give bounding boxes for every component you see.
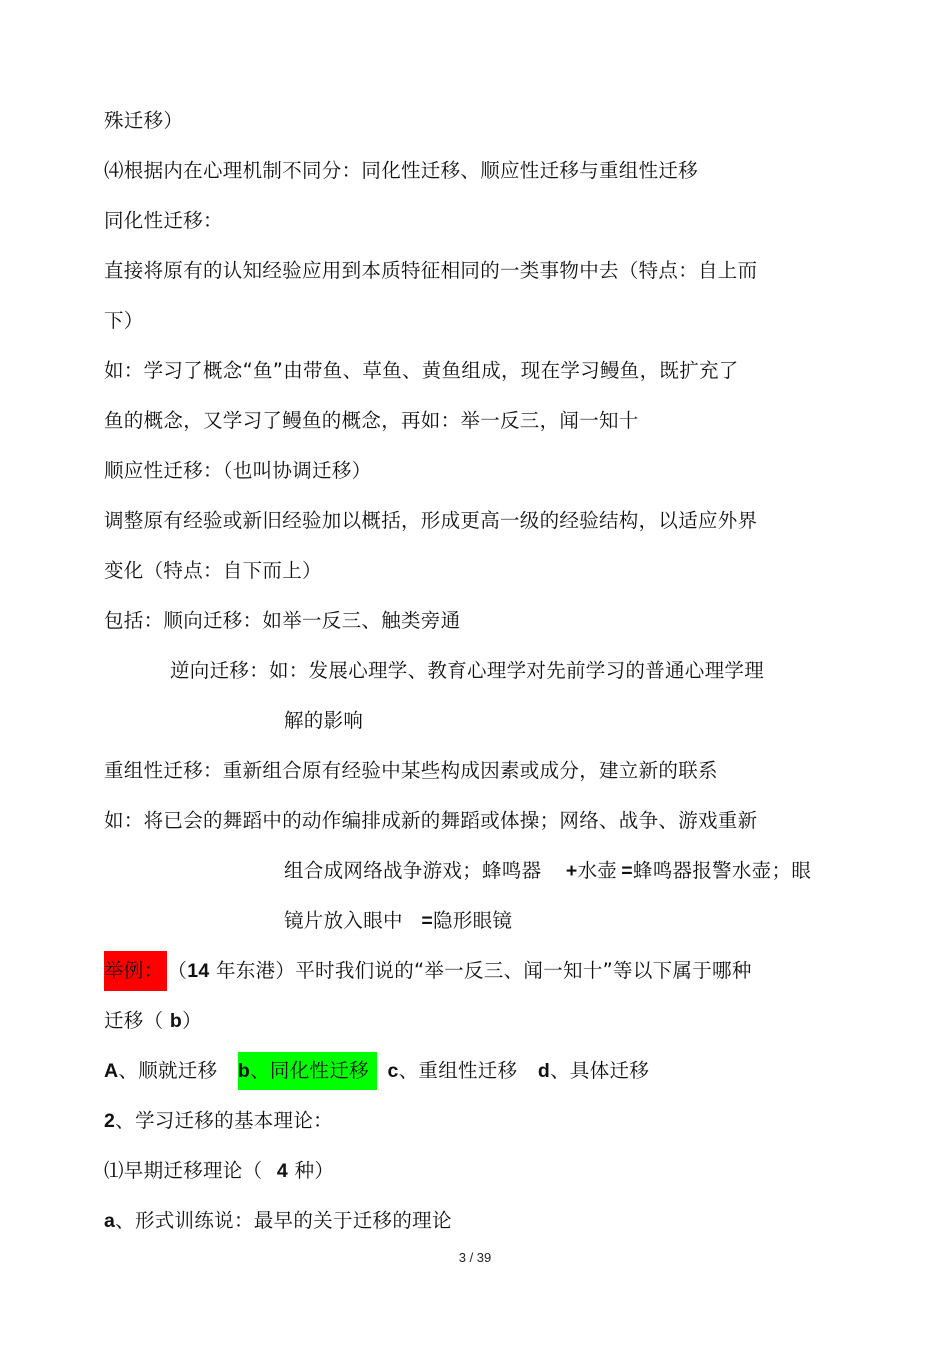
text-segment: 水壶 [577, 859, 618, 882]
exam-year: 14 [187, 960, 210, 982]
section-title: 、学习迁移的基本理论： [115, 1109, 333, 1132]
option-d [538, 1059, 649, 1082]
heading-mechanism-classification: ⑷根据内在心理机制不同分：同化性迁移、顺应性迁移与重组性迁移 [104, 159, 699, 182]
option-text: 、重组性迁移 [398, 1059, 518, 1082]
text-line: 包括：顺向迁移：如举一反三、触类旁通 [104, 609, 461, 632]
text-segment: ⑴早期迁移理论（ [104, 1159, 263, 1182]
option-letter: A [104, 1060, 119, 1082]
answer-letter: b [169, 1010, 183, 1032]
item-letter: a [104, 1210, 116, 1232]
section-number: 2 [104, 1110, 116, 1132]
term-restructuring-transfer: 重组性迁移：重新组合原有经验中某些构成因素或成分，建立新的联系 [104, 759, 718, 782]
option-letter: b [237, 1060, 251, 1082]
text-line: 逆向迁移：如：发展心理学、教育心理学对先前学习的普通心理学理 [170, 659, 765, 682]
text-line: 鱼的概念，又学习了鳗鱼的概念，再如：举一反三，闻一知十 [104, 409, 639, 432]
theory-count: 4 [276, 1160, 289, 1182]
text-line [284, 858, 811, 884]
text-line: 如：学习了概念“鱼”由带鱼、草鱼、黄鱼组成，现在学习鳗鱼，既扩充了 [104, 359, 739, 382]
example-question [104, 958, 752, 991]
example-label-highlight: 举例： [104, 951, 167, 991]
text-segment: 隐形眼镜 [433, 909, 513, 932]
text-line: 下） [104, 309, 144, 332]
theory-item-formal-discipline [104, 1208, 452, 1234]
text-line: 直接将原有的认知经验应用到本质特征相同的一类事物中去（特点：自上而 [104, 259, 758, 282]
text-segment: 镜片放入眼中 [284, 909, 403, 932]
option-letter: d [537, 1060, 551, 1082]
text-segment: 年东港）平时我们说的“举一反三、闻一知十”等以下属于哪种 [216, 959, 752, 982]
subheading-early-theories [104, 1158, 334, 1184]
option-text: 、顺就迁移 [118, 1059, 218, 1082]
option-c [387, 1059, 517, 1082]
answer-options [104, 1058, 649, 1090]
text-line: 变化（特点：自下而上） [104, 559, 322, 582]
text-segment: 组合成网络战争游戏；蜂鸣器 [284, 859, 542, 882]
text-line: 解的影响 [284, 709, 364, 732]
text-segment: 蜂鸣器报警水壶；眼 [632, 859, 812, 882]
option-b-correct-highlight [238, 1052, 377, 1090]
text-segment: ） [182, 1009, 202, 1032]
page-number: 3 / 39 [458, 1250, 492, 1265]
text-segment: （ [167, 959, 188, 982]
item-text: 、形式训练说：最早的关于迁移的理论 [115, 1209, 452, 1232]
text-segment: 种） [294, 1159, 335, 1182]
equals-symbol: = [421, 910, 434, 932]
text-line: 殊迁移） [104, 109, 184, 132]
text-line: 调整原有经验或新旧经验加以概括，形成更高一级的经验结构，以适应外界 [104, 509, 758, 532]
text-line [284, 908, 512, 934]
example-question-continued [104, 1008, 202, 1034]
text-line: 如：将已会的舞蹈中的动作编排成新的舞蹈或体操；网络、战争、游戏重新 [104, 809, 758, 832]
equals-symbol: = [621, 860, 633, 882]
plus-symbol: + [565, 860, 578, 882]
term-accommodative-transfer: 顺应性迁移：（也叫协调迁移） [104, 459, 372, 482]
term-assimilative-transfer: 同化性迁移： [104, 209, 223, 232]
option-letter: c [387, 1060, 399, 1082]
section-heading-transfer-theories [104, 1108, 333, 1134]
option-text: 、同化性迁移 [250, 1059, 369, 1082]
option-text: 、具体迁移 [550, 1059, 650, 1082]
text-segment: 迁移（ [104, 1009, 164, 1032]
option-a [104, 1059, 217, 1082]
